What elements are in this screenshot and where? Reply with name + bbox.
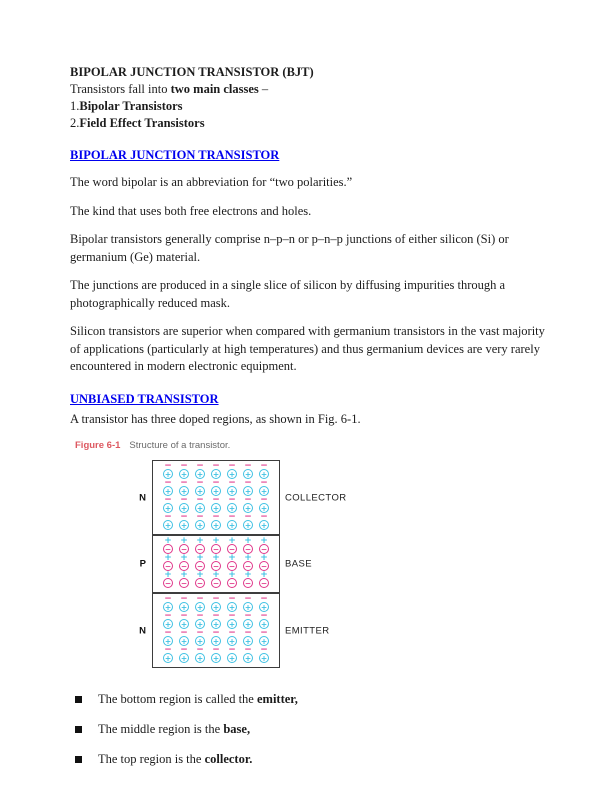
- ion-sign: −: [244, 512, 252, 522]
- carrier-circle: +: [244, 619, 252, 629]
- ion-sign: +: [180, 570, 188, 580]
- charge-unit: [256, 647, 272, 664]
- carrier-circle: +: [164, 469, 172, 479]
- ion-sign: −: [244, 478, 252, 488]
- class-item-1: [70, 98, 548, 115]
- bullet-text-bold: emitter,: [256, 692, 298, 706]
- ion-sign: −: [244, 645, 252, 655]
- paragraph-npn-pnp-junctions: Bipolar transistors generally comprise n–p–n or p–n–p junctions of either silicon (Si) or germanium (Ge) material.: [70, 232, 509, 264]
- ion-sign: −: [228, 512, 236, 522]
- carrier-circle: +: [212, 486, 220, 496]
- paragraph-bipolar-abbreviation: The word bipolar is an abbreviation for “two polarities.”: [70, 175, 353, 189]
- carrier-circle: +: [180, 486, 188, 496]
- ion-sign: −: [212, 645, 220, 655]
- ion-sign: −: [196, 478, 204, 488]
- ion-sign: −: [180, 495, 188, 505]
- ion-sign: +: [244, 553, 252, 563]
- charge-unit: [192, 572, 208, 589]
- ion-sign: +: [196, 570, 204, 580]
- ion-sign: −: [196, 495, 204, 505]
- ion-sign: +: [244, 536, 252, 546]
- charge-unit: [160, 572, 176, 589]
- ion-sign: +: [164, 570, 172, 580]
- carrier-circle: −: [260, 544, 268, 554]
- ion-sign: −: [260, 512, 268, 522]
- carrier-circle: −: [212, 544, 220, 554]
- ion-sign: −: [164, 461, 172, 471]
- carrier-circle: +: [196, 619, 204, 629]
- carrier-circle: +: [180, 469, 188, 479]
- carrier-circle: +: [260, 636, 268, 646]
- carrier-circle: +: [180, 619, 188, 629]
- region-name-emitter: EMITTER: [285, 625, 330, 636]
- charge-unit: [176, 647, 192, 664]
- region-collector: [139, 461, 347, 534]
- carrier-circle: −: [212, 561, 220, 571]
- figure-label: Figure 6-1: [75, 440, 121, 451]
- square-bullet-icon: [75, 696, 82, 703]
- page-content: [70, 64, 548, 768]
- carrier-circle: −: [180, 578, 188, 588]
- charge-unit: [160, 514, 176, 531]
- carrier-circle: +: [260, 602, 268, 612]
- square-bullet-icon: [75, 726, 82, 733]
- charge-grid: [153, 594, 279, 667]
- carrier-circle: +: [260, 486, 268, 496]
- class-item-2: [70, 115, 548, 132]
- carrier-circle: +: [244, 653, 252, 663]
- bullet-text-prefix: The bottom region is called the: [98, 692, 257, 706]
- figure-6-1: [70, 440, 548, 668]
- charge-unit: [192, 514, 208, 531]
- carrier-circle: +: [164, 602, 172, 612]
- carrier-circle: +: [228, 619, 236, 629]
- charge-unit: [192, 647, 208, 664]
- ion-sign: −: [228, 461, 236, 471]
- carrier-circle: −: [180, 544, 188, 554]
- charge-unit: [208, 572, 224, 589]
- charge-unit: [208, 514, 224, 531]
- carrier-circle: +: [244, 520, 252, 530]
- ion-sign: −: [196, 645, 204, 655]
- carrier-circle: +: [260, 469, 268, 479]
- charge-unit: [176, 572, 192, 589]
- carrier-circle: +: [228, 602, 236, 612]
- bullet-text: [98, 691, 298, 708]
- carrier-circle: +: [244, 602, 252, 612]
- ion-sign: −: [212, 478, 220, 488]
- ion-sign: −: [260, 611, 268, 621]
- paragraph-junctions-produced: The junctions are produced in a single slice of silicon by diffusing impurities through a photographically reduced mask.: [70, 278, 506, 310]
- ion-sign: −: [180, 512, 188, 522]
- class-1-name: Bipolar Transistors: [79, 99, 183, 113]
- carrier-circle: −: [244, 561, 252, 571]
- ion-sign: −: [196, 594, 204, 604]
- carrier-circle: +: [164, 619, 172, 629]
- charge-unit: [224, 572, 240, 589]
- carrier-circle: +: [244, 469, 252, 479]
- heading-bipolar-junction-transistor[interactable]: BIPOLAR JUNCTION TRANSISTOR: [70, 148, 280, 162]
- ion-sign: +: [164, 553, 172, 563]
- carrier-circle: −: [244, 578, 252, 588]
- ion-sign: +: [228, 536, 236, 546]
- ion-sign: −: [260, 594, 268, 604]
- carrier-circle: −: [212, 578, 220, 588]
- ion-sign: −: [260, 645, 268, 655]
- charge-unit: [256, 572, 272, 589]
- carrier-circle: +: [244, 636, 252, 646]
- class-1-number: 1.: [70, 99, 80, 113]
- carrier-circle: −: [164, 544, 172, 554]
- carrier-circle: −: [196, 561, 204, 571]
- carrier-circle: +: [196, 503, 204, 513]
- bullet-text-prefix: The top region is the: [98, 752, 205, 766]
- carrier-circle: +: [164, 653, 172, 663]
- ion-sign: −: [212, 628, 220, 638]
- carrier-circle: +: [196, 520, 204, 530]
- ion-sign: +: [196, 553, 204, 563]
- bullet-item-3: [70, 751, 548, 768]
- charge-unit: [224, 514, 240, 531]
- charge-unit: [256, 514, 272, 531]
- carrier-circle: +: [196, 602, 204, 612]
- carrier-circle: +: [180, 636, 188, 646]
- ion-sign: −: [164, 645, 172, 655]
- square-bullet-icon: [75, 756, 82, 763]
- ion-sign: −: [260, 461, 268, 471]
- figure-caption: [75, 440, 548, 452]
- carrier-circle: +: [164, 520, 172, 530]
- charge-unit: [208, 647, 224, 664]
- ion-sign: +: [196, 536, 204, 546]
- ion-sign: +: [212, 570, 220, 580]
- ion-sign: −: [260, 495, 268, 505]
- ion-sign: +: [244, 570, 252, 580]
- carrier-circle: +: [244, 486, 252, 496]
- ion-sign: −: [228, 628, 236, 638]
- carrier-circle: +: [244, 503, 252, 513]
- carrier-circle: +: [228, 636, 236, 646]
- ion-sign: −: [244, 594, 252, 604]
- ion-sign: +: [228, 570, 236, 580]
- carrier-circle: +: [260, 619, 268, 629]
- ion-sign: −: [164, 495, 172, 505]
- carrier-circle: −: [164, 578, 172, 588]
- ion-sign: −: [244, 611, 252, 621]
- carrier-circle: +: [212, 602, 220, 612]
- bullet-text-bold: base,: [223, 722, 251, 736]
- carrier-circle: −: [228, 578, 236, 588]
- ion-sign: −: [244, 495, 252, 505]
- region-emitter: [139, 592, 330, 667]
- ion-sign: +: [164, 536, 172, 546]
- class-2-number: 2.: [70, 116, 80, 130]
- carrier-circle: +: [212, 653, 220, 663]
- carrier-circle: −: [260, 578, 268, 588]
- region-bullet-list: [70, 691, 548, 768]
- intro-line: [70, 81, 548, 98]
- ion-sign: −: [212, 495, 220, 505]
- ion-sign: −: [164, 594, 172, 604]
- carrier-circle: −: [228, 544, 236, 554]
- carrier-circle: −: [180, 561, 188, 571]
- ion-sign: −: [180, 628, 188, 638]
- carrier-circle: +: [180, 503, 188, 513]
- doping-label-base: P: [139, 558, 146, 570]
- carrier-circle: −: [260, 561, 268, 571]
- ion-sign: −: [260, 628, 268, 638]
- carrier-circle: +: [196, 486, 204, 496]
- ion-sign: +: [228, 553, 236, 563]
- ion-sign: −: [196, 461, 204, 471]
- ion-sign: −: [180, 594, 188, 604]
- bullet-item-1: [70, 691, 548, 708]
- bullet-text: [98, 721, 250, 738]
- carrier-circle: +: [260, 503, 268, 513]
- carrier-circle: −: [196, 578, 204, 588]
- region-name-collector: COLLECTOR: [285, 492, 347, 503]
- ion-sign: −: [228, 594, 236, 604]
- carrier-circle: +: [228, 486, 236, 496]
- ion-sign: +: [260, 536, 268, 546]
- carrier-circle: +: [212, 469, 220, 479]
- class-2-name: Field Effect Transistors: [79, 116, 205, 130]
- carrier-circle: +: [228, 469, 236, 479]
- ion-sign: +: [260, 570, 268, 580]
- ion-sign: +: [180, 553, 188, 563]
- transistor-structure-diagram: [139, 460, 347, 668]
- ion-sign: +: [260, 553, 268, 563]
- carrier-circle: +: [196, 653, 204, 663]
- charge-unit: [240, 514, 256, 531]
- carrier-circle: −: [164, 561, 172, 571]
- ion-sign: −: [212, 512, 220, 522]
- ion-sign: −: [180, 611, 188, 621]
- carrier-circle: +: [164, 486, 172, 496]
- charge-unit: [160, 647, 176, 664]
- ion-sign: −: [164, 628, 172, 638]
- carrier-circle: +: [196, 636, 204, 646]
- carrier-circle: +: [180, 653, 188, 663]
- carrier-circle: +: [164, 636, 172, 646]
- intro-prefix: Transistors fall into: [70, 82, 171, 96]
- ion-sign: −: [196, 611, 204, 621]
- ion-sign: −: [244, 461, 252, 471]
- carrier-circle: +: [212, 636, 220, 646]
- paragraph-free-electrons-holes: The kind that uses both free electrons and holes.: [70, 203, 312, 218]
- figure-caption-text: Structure of a transistor.: [129, 440, 231, 451]
- charge-grid: [153, 461, 279, 534]
- carrier-circle: +: [260, 653, 268, 663]
- region-name-base: BASE: [285, 558, 312, 570]
- ion-sign: +: [212, 536, 220, 546]
- ion-sign: −: [180, 645, 188, 655]
- ion-sign: −: [228, 478, 236, 488]
- charge-grid: [153, 536, 279, 592]
- ion-sign: +: [180, 536, 188, 546]
- carrier-circle: +: [164, 503, 172, 513]
- carrier-circle: −: [244, 544, 252, 554]
- carrier-circle: +: [196, 469, 204, 479]
- bullet-text-bold: collector.: [204, 752, 253, 766]
- page-title: BIPOLAR JUNCTION TRANSISTOR (BJT): [70, 65, 314, 79]
- charge-unit: [240, 572, 256, 589]
- carrier-circle: +: [228, 503, 236, 513]
- carrier-circle: +: [260, 520, 268, 530]
- region-base: [139, 534, 312, 592]
- ion-sign: −: [212, 611, 220, 621]
- ion-sign: −: [228, 645, 236, 655]
- carrier-circle: +: [180, 520, 188, 530]
- carrier-circle: +: [212, 503, 220, 513]
- ion-sign: −: [212, 594, 220, 604]
- carrier-circle: +: [212, 619, 220, 629]
- ion-sign: −: [180, 461, 188, 471]
- heading-unbiased-transistor[interactable]: UNBIASED TRANSISTOR: [70, 391, 219, 406]
- doping-label-emitter: N: [139, 625, 146, 636]
- ion-sign: −: [164, 512, 172, 522]
- carrier-circle: +: [228, 653, 236, 663]
- ion-sign: −: [228, 495, 236, 505]
- bullet-item-2: [70, 721, 548, 738]
- charge-unit: [240, 647, 256, 664]
- ion-sign: −: [164, 611, 172, 621]
- carrier-circle: −: [228, 561, 236, 571]
- carrier-circle: +: [212, 520, 220, 530]
- carrier-circle: +: [180, 602, 188, 612]
- ion-sign: −: [244, 628, 252, 638]
- bullet-text-prefix: The middle region is the: [98, 722, 224, 736]
- bullet-text: [98, 751, 252, 768]
- ion-sign: −: [164, 478, 172, 488]
- charge-unit: [224, 647, 240, 664]
- ion-sign: −: [260, 478, 268, 488]
- paragraph-three-doped-regions: A transistor has three doped regions, as shown in Fig. 6-1.: [70, 411, 361, 426]
- ion-sign: −: [228, 611, 236, 621]
- carrier-circle: −: [196, 544, 204, 554]
- ion-sign: +: [212, 553, 220, 563]
- ion-sign: −: [196, 512, 204, 522]
- intro-suffix: –: [258, 82, 269, 96]
- carrier-circle: +: [228, 520, 236, 530]
- charge-unit: [176, 514, 192, 531]
- intro-bold: two main classes: [170, 82, 259, 96]
- paragraph-silicon-superior: Silicon transistors are superior when compared with germanium transistors in the vast majority of applications (particularly at high temperatures) and thus germanium devices are very rarely encountered in modern electronic equipment.: [70, 324, 545, 373]
- ion-sign: −: [196, 628, 204, 638]
- ion-sign: −: [212, 461, 220, 471]
- doping-label-collector: N: [139, 492, 146, 503]
- ion-sign: −: [180, 478, 188, 488]
